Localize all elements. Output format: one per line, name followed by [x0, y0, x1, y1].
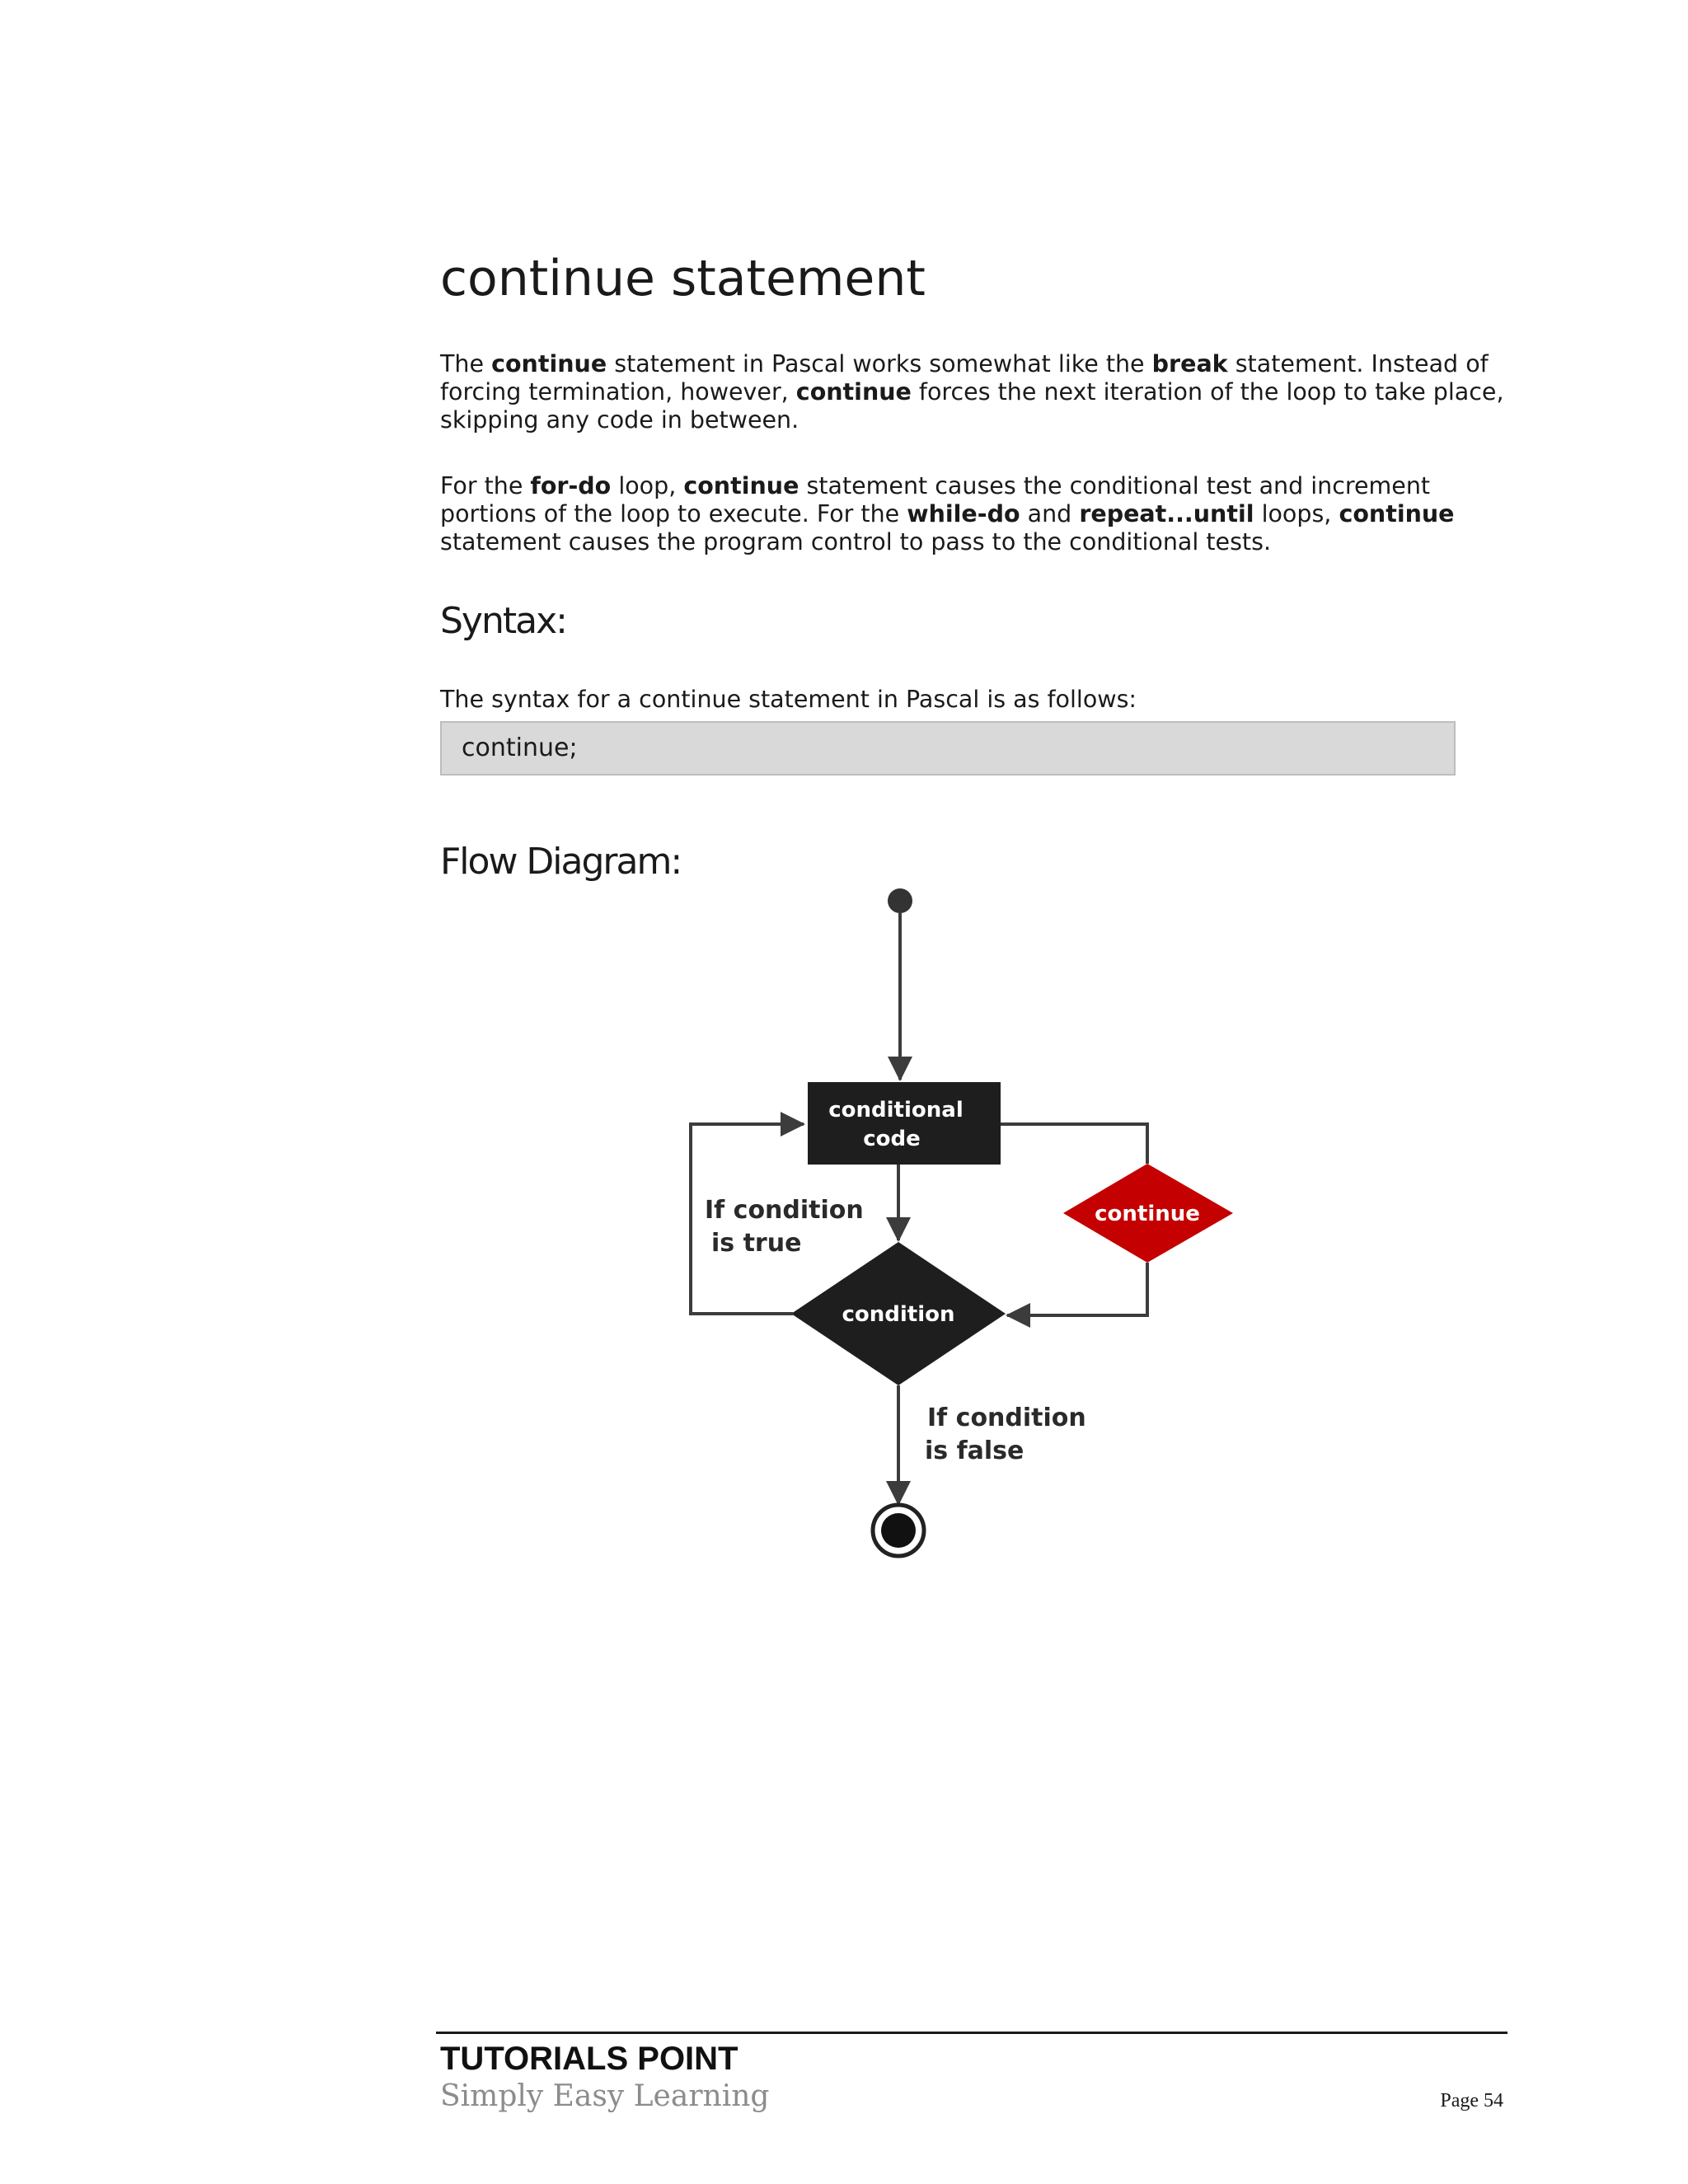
bold-keyword: continue	[1339, 500, 1455, 527]
continue-label: continue	[1095, 1202, 1200, 1226]
start-node	[888, 888, 912, 913]
conditional-code-label-line1: conditional	[828, 1098, 964, 1122]
code-block: continue;	[440, 721, 1456, 776]
loop-behavior-paragraph: For the for-do loop, continue statement causes the conditional test and increment portions of the loop to execute. For the while-do and repeat...until loops, continue statement causes the program control to pass to the conditional tests.	[440, 472, 1455, 555]
condition-label: condition	[842, 1302, 955, 1327]
true-branch-label-line1: If condition	[705, 1196, 864, 1225]
flow-diagram-heading: Flow Diagram:	[440, 841, 682, 883]
bold-keyword: repeat...until	[1079, 500, 1254, 527]
intro-paragraph: The continue statement in Pascal works somewhat like the break statement. Instead of forcing termination, however, continue forces the next iteration of the loop to take place, skipping any code in between.	[440, 350, 1504, 434]
arrow-continue-to-condition	[1007, 1263, 1147, 1315]
syntax-heading: Syntax:	[440, 600, 566, 642]
footer-divider	[436, 2032, 1507, 2034]
bold-keyword: continue	[491, 350, 607, 377]
bold-keyword: break	[1151, 350, 1228, 377]
page-number: Page 54	[1440, 2090, 1503, 2111]
syntax-intro: The syntax for a continue statement in Pascal is as follows:	[440, 686, 1137, 713]
conditional-code-label-line2: code	[863, 1127, 921, 1151]
false-branch-label-line2: is false	[925, 1436, 1025, 1465]
footer-brand: TUTORIALS POINT	[440, 2041, 738, 2077]
true-branch-label-line2: is true	[711, 1229, 802, 1258]
bold-keyword: continue	[683, 472, 799, 499]
bold-keyword: while-do	[907, 500, 1020, 527]
bold-keyword: continue	[795, 378, 912, 405]
bold-keyword: for-do	[530, 472, 612, 499]
footer-tagline: Simply Easy Learning	[440, 2079, 770, 2113]
page-title: continue statement	[440, 250, 926, 307]
arrow-code-to-continue	[1001, 1124, 1147, 1164]
conditional-code-box	[808, 1082, 1001, 1165]
end-node	[881, 1513, 916, 1548]
false-branch-label-line1: If condition	[927, 1404, 1086, 1432]
